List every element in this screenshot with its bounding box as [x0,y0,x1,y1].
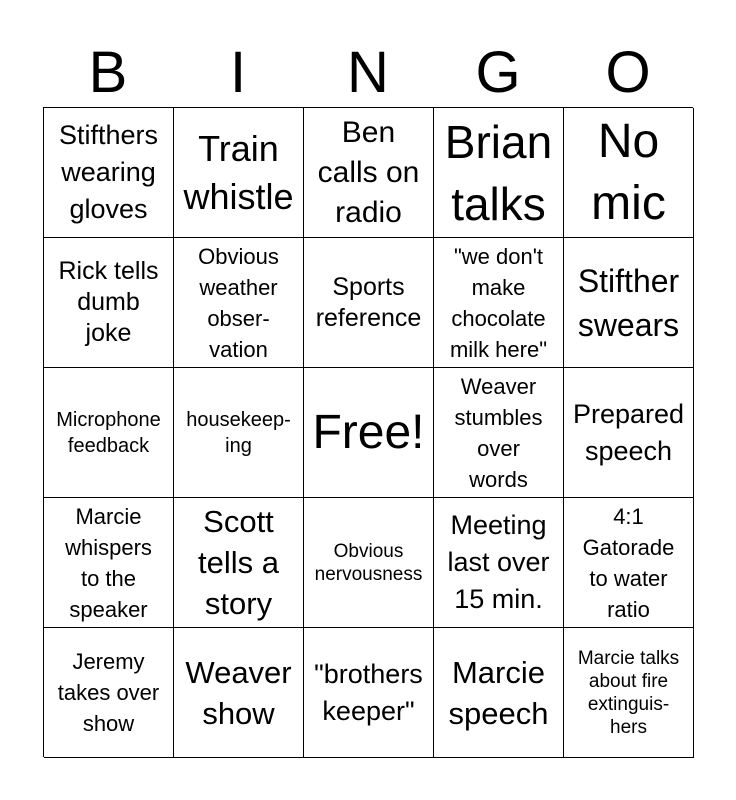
bingo-cell-r4c4[interactable] [434,498,564,628]
cell-text: Jeremy takes over show [57,649,160,736]
bingo-cell-r1c2[interactable] [174,108,304,238]
cell-text: Sports reference [315,272,422,332]
cell-text: Microphone feedback [56,408,161,457]
bingo-cell-r2c4[interactable] [434,238,564,368]
bingo-cell-r4c5[interactable] [564,498,694,628]
cell-text: Weaver show [185,654,292,731]
cell-text: Marcie speech [448,654,549,731]
cell-text: Brian talks [444,115,553,230]
bingo-cell-r1c3[interactable] [304,108,434,238]
bingo-header [43,38,693,108]
bingo-cell-r5c1[interactable] [44,628,174,758]
cell-text: Obvious weather obser- vation [198,243,279,362]
cell-text: Obvious nervousness [314,540,423,585]
bingo-cell-r3c3[interactable] [304,368,434,498]
cell-text: "brothers keeper" [314,658,423,726]
cell-text: Rick tells dumb joke [58,257,159,347]
bingo-cell-r1c5[interactable] [564,108,694,238]
bingo-cell-r3c1[interactable] [44,368,174,498]
bingo-cell-r3c5[interactable] [564,368,694,498]
bingo-cell-r4c2[interactable] [174,498,304,628]
cell-text: Train whistle [183,127,294,217]
cell-text: Meeting last over 15 min. [447,510,550,614]
bingo-cell-r1c4[interactable] [434,108,564,238]
header-letter-n: N [347,40,389,105]
header-letter-i: I [229,40,247,105]
header-letter-o: O [605,40,651,105]
bingo-cell-r1c1[interactable] [44,108,174,238]
bingo-cell-r5c4[interactable] [434,628,564,758]
cell-text: Prepared speech [572,398,685,466]
cell-text: Stifther swears [577,262,680,343]
cell-text: Stifthers wearing gloves [58,120,159,224]
cell-text: Ben calls on radio [317,115,420,229]
bingo-cell-r2c5[interactable] [564,238,694,368]
cell-text: Scott tells a story [198,504,279,621]
cell-text: 4:1 Gatorade to water ratio [582,503,675,622]
header-letter-g: G [475,40,521,105]
bingo-cell-r5c5[interactable] [564,628,694,758]
bingo-cell-r2c3[interactable] [304,238,434,368]
cell-text: Free! [312,405,425,459]
bingo-board [43,107,693,757]
cell-text: housekeep- ing [186,408,291,457]
cell-text: Marcie talks about fire extinguis- hers [577,647,680,738]
bingo-cell-r4c1[interactable] [44,498,174,628]
cell-text: No mic [591,114,666,230]
bingo-cell-r3c2[interactable] [174,368,304,498]
bingo-cell-r5c2[interactable] [174,628,304,758]
bingo-cell-r2c2[interactable] [174,238,304,368]
bingo-cell-r2c1[interactable] [44,238,174,368]
bingo-cell-r4c3[interactable] [304,498,434,628]
header-letter-b: B [88,40,128,105]
bingo-cell-r5c3[interactable] [304,628,434,758]
bingo-cell-r3c4[interactable] [434,368,564,498]
cell-text: Marcie whispers to the speaker [65,503,152,622]
cell-text: Weaver stumbles over words [454,373,543,492]
cell-text: "we don't make chocolate milk here" [449,243,548,362]
